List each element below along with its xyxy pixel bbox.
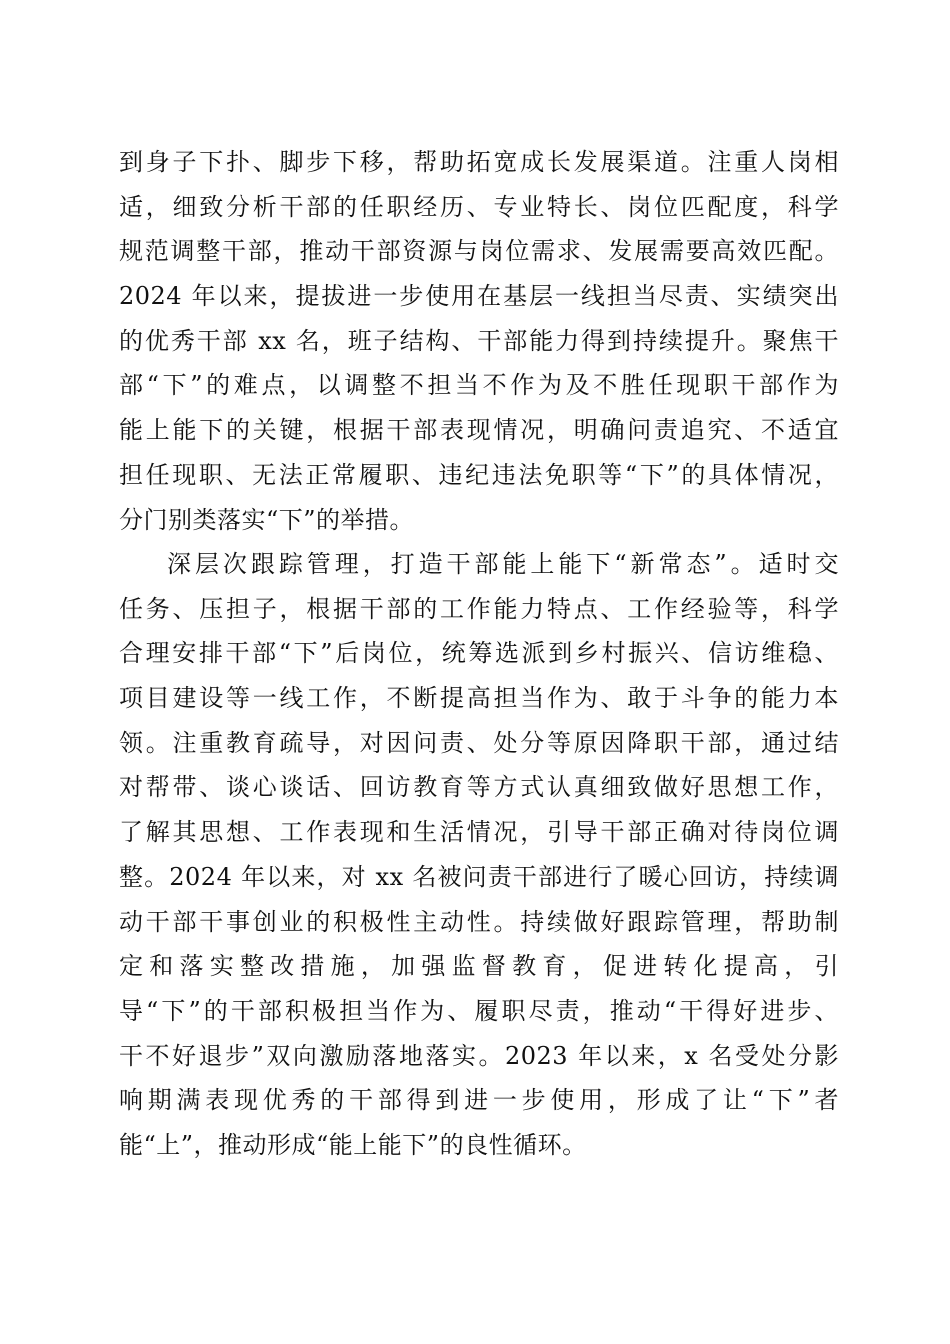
text-line: 能“上”，推动形成“能上能下”的良性循环。 (119, 1130, 587, 1159)
text-line: 领。注重教育疏导，对因问责、处分等原因降职干部，通过结 (119, 728, 839, 757)
text-line: 合理安排干部“下”后岗位，统筹选派到乡村振兴、信访维稳、 (119, 639, 839, 668)
text-line: 整。2024 年以来，对 xx 名被问责干部进行了暖心回访，持续调 (119, 862, 839, 891)
paragraph-cadre-adjustment (119, 140, 839, 542)
text-line: 项目建设等一线工作，不断提高担当作为、敢于斗争的能力本 (119, 684, 839, 713)
text-line: 适，细致分析干部的任职经历、专业特长、岗位匹配度，科学 (119, 192, 839, 221)
text-line: 导“下”的干部积极担当作为、履职尽责，推动“干得好进步、 (119, 996, 839, 1025)
text-line: 深层次跟踪管理，打造干部能上能下“新常态”。适时交 (167, 550, 839, 578)
text-line: 定和落实整改措施，加强监督教育，促进转化提高，引 (119, 952, 839, 981)
text-line: 对帮带、谈心谈话、回访教育等方式认真细致做好思想工作， (119, 773, 839, 802)
text-line: 到身子下扑、脚步下移，帮助拓宽成长发展渠道。注重人岗相 (119, 148, 839, 176)
text-line: 规范调整干部，推动干部资源与岗位需求、发展需要高效匹配。 (119, 237, 839, 266)
text-line: 的优秀干部 xx 名，班子结构、干部能力得到持续提升。聚焦干 (119, 326, 839, 355)
text-line: 部“下”的难点，以调整不担当不作为及不胜任现职干部作为 (119, 371, 839, 400)
text-line: 分门别类落实“下”的举措。 (119, 505, 415, 534)
paragraph-tracking-management (119, 542, 839, 1168)
text-line: 响期满表现优秀的干部得到进一步使用，形成了让“下”者 (119, 1086, 839, 1115)
text-line: 能上能下的关键，根据干部表现情况，明确问责追究、不适宜 (119, 416, 839, 445)
text-line: 2024 年以来，提拔进一步使用在基层一线担当尽责、实绩突出 (119, 282, 839, 311)
text-line: 担任现职、无法正常履职、违纪违法免职等“下”的具体情况， (119, 460, 839, 489)
text-line: 了解其思想、工作表现和生活情况，引导干部正确对待岗位调 (119, 818, 839, 847)
text-line: 干不好退步”双向激励落地落实。2023 年以来，x 名受处分影 (119, 1041, 839, 1070)
text-line: 任务、压担子，根据干部的工作能力特点、工作经验等，科学 (119, 594, 839, 623)
text-line: 动干部干事创业的积极性主动性。持续做好跟踪管理，帮助制 (119, 907, 839, 936)
